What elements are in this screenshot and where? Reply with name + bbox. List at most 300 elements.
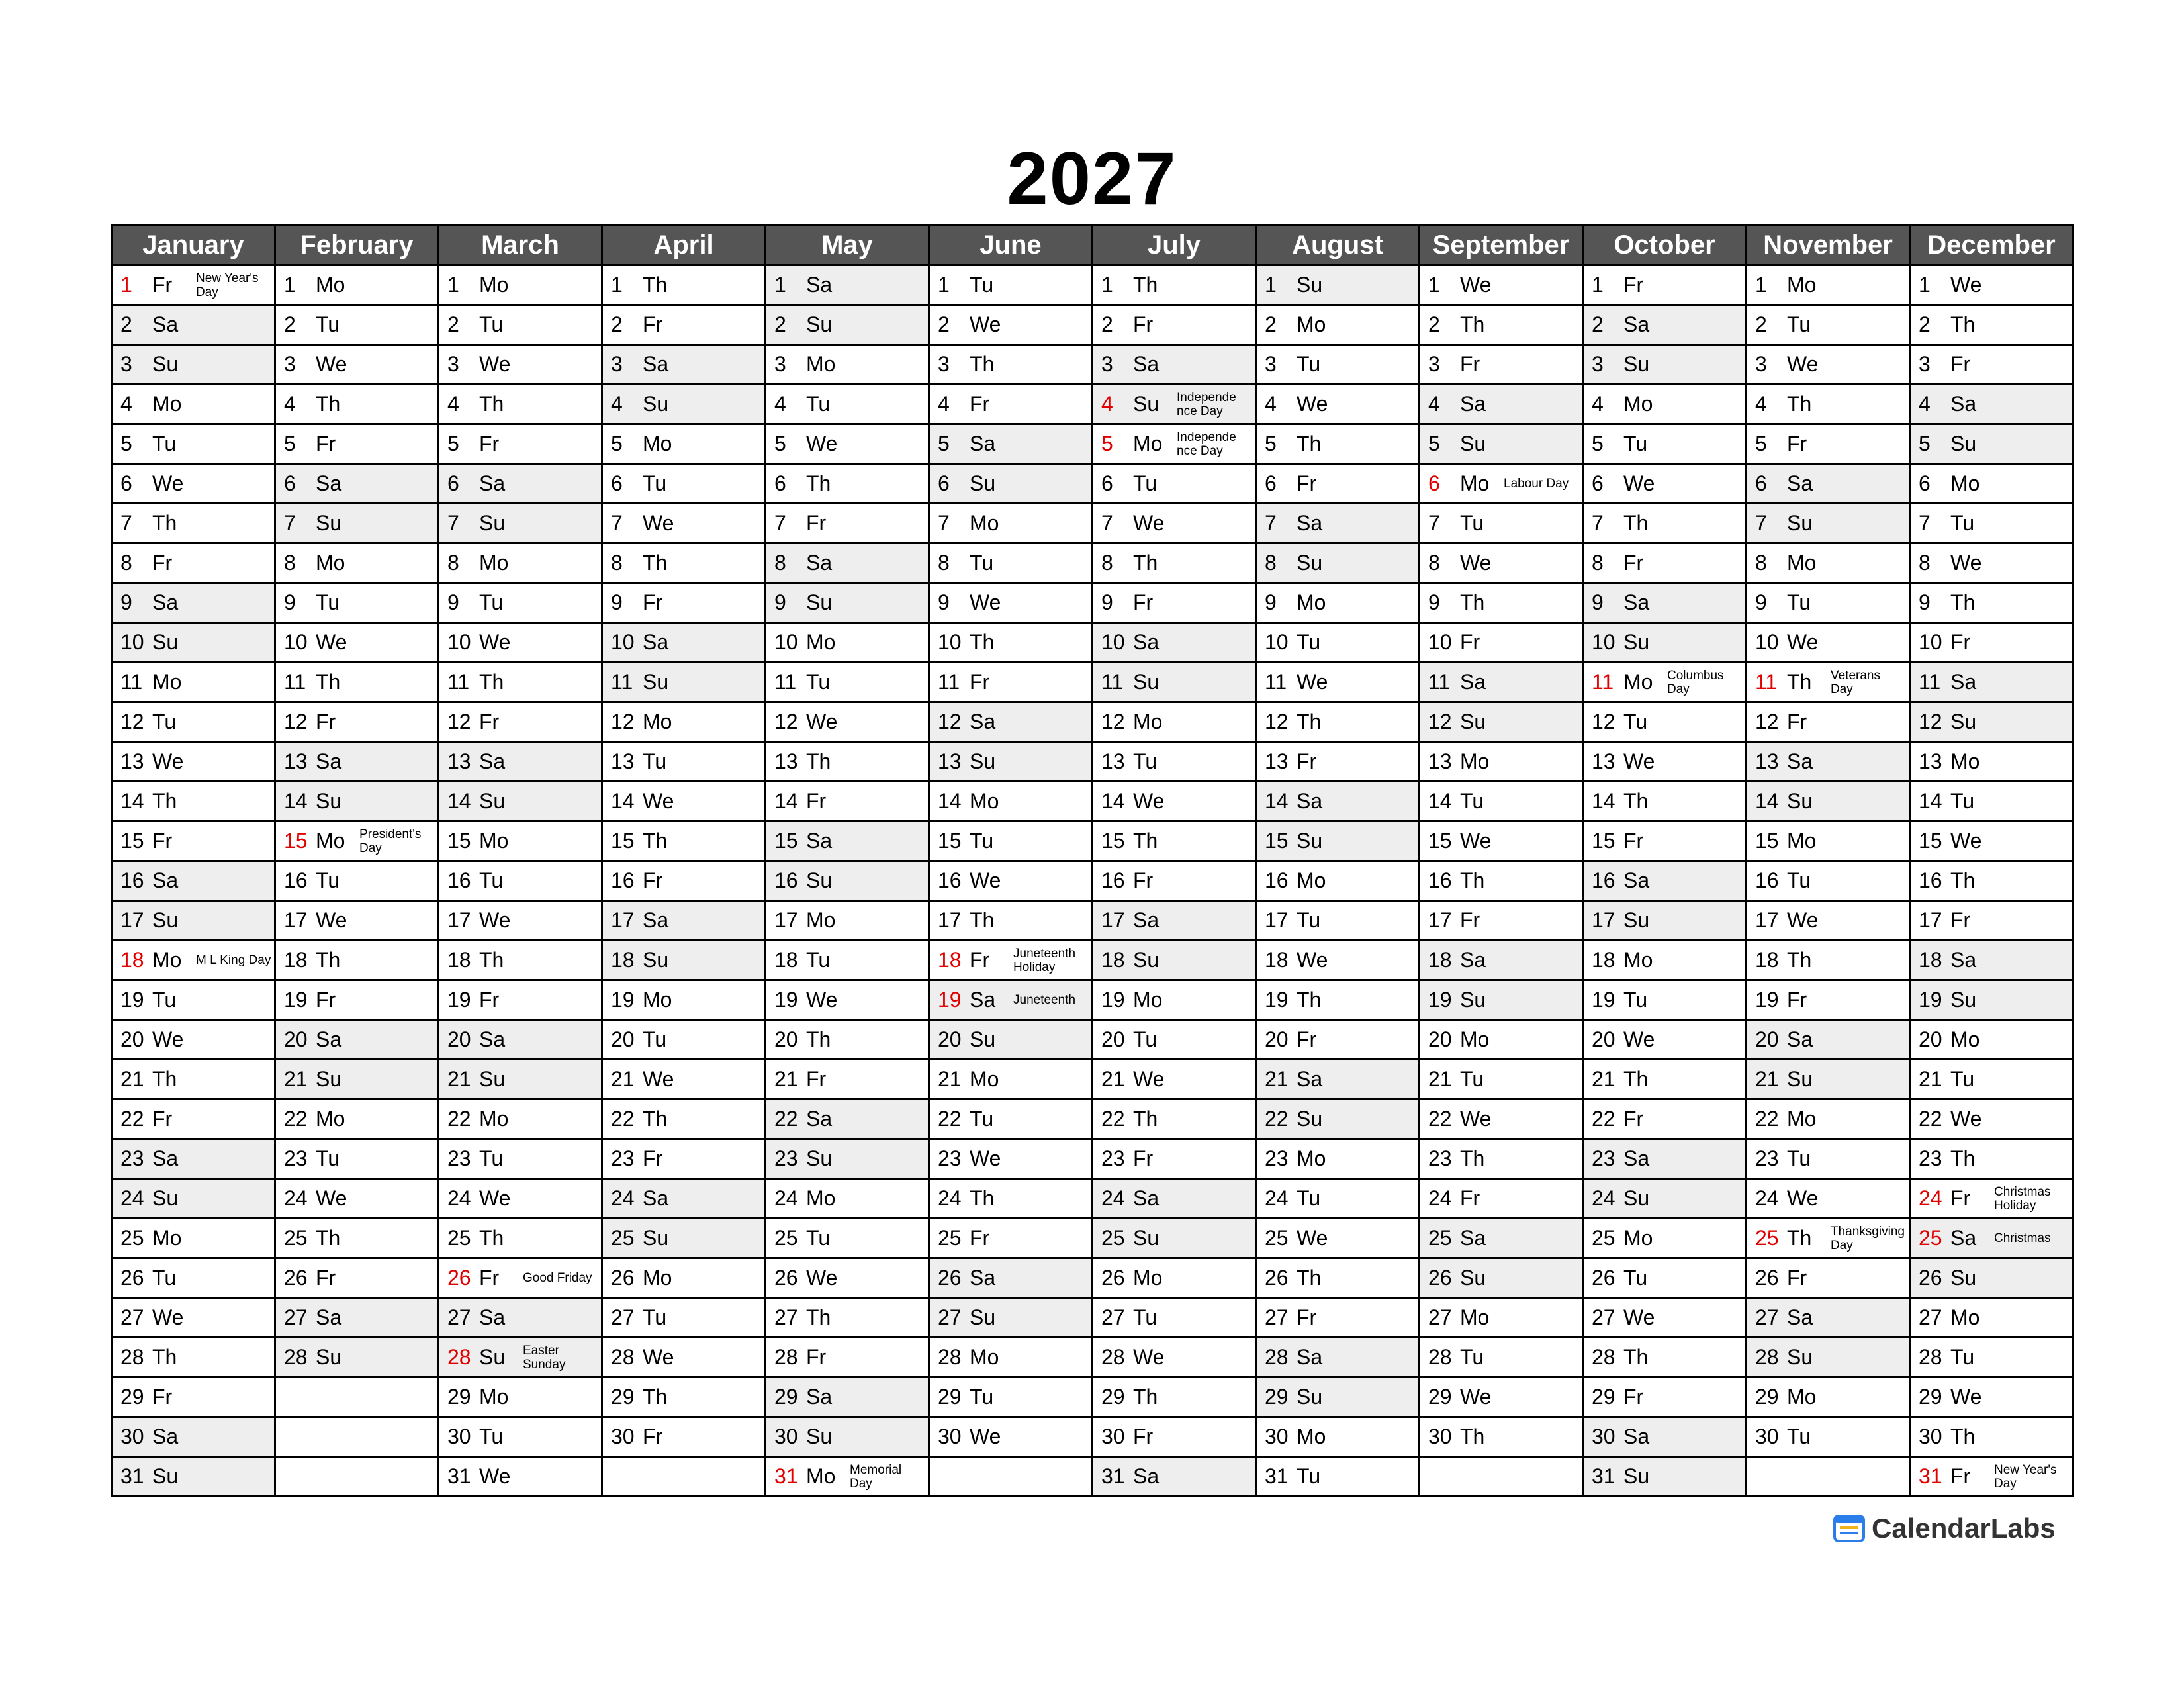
- day-cell: [112, 424, 275, 464]
- day-number: 26: [611, 1266, 635, 1289]
- weekday-abbr: Tu: [152, 988, 177, 1011]
- day-number: 19: [611, 988, 635, 1011]
- day-cell: [1093, 702, 1256, 742]
- day-cell: [1747, 424, 1910, 464]
- weekday-abbr: Sa: [1950, 670, 1977, 694]
- day-row: [112, 504, 2073, 543]
- day-cell: [1747, 1060, 1910, 1100]
- day-cell: [602, 543, 766, 583]
- day-number: 18: [938, 948, 962, 972]
- day-cell: [1420, 345, 1583, 385]
- day-cell: [1420, 504, 1583, 543]
- weekday-abbr: Su: [479, 789, 506, 813]
- weekday-abbr: Tu: [1950, 1067, 1975, 1091]
- weekday-abbr: Mo: [1623, 1226, 1653, 1250]
- weekday-abbr: We: [970, 1425, 1001, 1448]
- day-cell: [112, 1179, 275, 1219]
- day-cell: [1910, 782, 2073, 821]
- day-cell: [1747, 583, 1910, 623]
- weekday-abbr: Th: [479, 1226, 504, 1250]
- weekday-abbr: We: [479, 908, 511, 932]
- weekday-abbr: We: [1787, 908, 1819, 932]
- day-number: 1: [447, 273, 459, 297]
- day-number: 17: [1755, 908, 1779, 932]
- day-number: 7: [938, 511, 950, 535]
- day-number: 15: [120, 829, 144, 853]
- day-number: 3: [1755, 352, 1767, 376]
- weekday-abbr: Th: [806, 749, 831, 773]
- day-number: 11: [120, 670, 143, 694]
- day-cell: [929, 1219, 1093, 1258]
- weekday-abbr: Sa: [643, 352, 669, 376]
- day-number: 19: [1428, 988, 1452, 1011]
- weekday-abbr: Mo: [643, 432, 672, 455]
- weekday-abbr: Tu: [643, 471, 667, 495]
- day-number: 17: [1428, 908, 1452, 932]
- day-cell: [929, 1179, 1093, 1219]
- day-cell: [1256, 1179, 1420, 1219]
- weekday-abbr: Su: [1460, 988, 1486, 1011]
- day-cell: [1420, 742, 1583, 782]
- weekday-abbr: Sa: [1297, 511, 1323, 535]
- day-cell: [1747, 1020, 1910, 1060]
- day-number: 10: [1101, 630, 1125, 654]
- day-number: 5: [1592, 432, 1604, 455]
- day-row: [112, 1258, 2073, 1298]
- weekday-abbr: We: [970, 1147, 1001, 1170]
- day-cell: [1910, 583, 2073, 623]
- day-cell: [1583, 623, 1747, 663]
- weekday-abbr: Sa: [316, 1027, 342, 1051]
- day-row: [112, 1378, 2073, 1417]
- day-number: 10: [774, 630, 798, 654]
- day-number: 23: [938, 1147, 962, 1170]
- weekday-abbr: Mo: [643, 710, 672, 733]
- day-number: 1: [938, 273, 950, 297]
- weekday-abbr: Sa: [643, 908, 669, 932]
- day-row: [112, 861, 2073, 901]
- day-number: 21: [1919, 1067, 1942, 1091]
- day-cell: [275, 1219, 439, 1258]
- day-cell: [1747, 1298, 1910, 1338]
- day-number: 16: [447, 868, 471, 892]
- weekday-abbr: Fr: [1623, 551, 1644, 575]
- day-number: 4: [938, 392, 950, 416]
- weekday-abbr: Tu: [1297, 630, 1321, 654]
- day-number: 6: [938, 471, 950, 495]
- day-cell: [1093, 424, 1256, 464]
- day-number: 15: [611, 829, 635, 853]
- day-number: 27: [1755, 1305, 1779, 1329]
- month-header-september: September: [1420, 226, 1583, 265]
- day-row: [112, 821, 2073, 861]
- day-cell: [1420, 1298, 1583, 1338]
- day-cell: [929, 583, 1093, 623]
- weekday-abbr: Fr: [806, 511, 827, 535]
- day-cell: [1093, 1100, 1256, 1139]
- day-number: 22: [284, 1107, 308, 1131]
- day-cell: [1420, 782, 1583, 821]
- day-cell: [1747, 1219, 1910, 1258]
- weekday-abbr: Fr: [970, 392, 990, 416]
- day-cell: [1910, 702, 2073, 742]
- day-row: [112, 742, 2073, 782]
- day-cell: [1093, 1219, 1256, 1258]
- weekday-abbr: We: [643, 1345, 674, 1369]
- day-cell: [112, 702, 275, 742]
- day-row: [112, 1020, 2073, 1060]
- day-number: 1: [1265, 273, 1277, 297]
- day-number: 23: [774, 1147, 798, 1170]
- weekday-abbr: Tu: [1297, 352, 1321, 376]
- day-cell: [602, 1378, 766, 1417]
- weekday-abbr: We: [970, 590, 1001, 614]
- day-cell: [112, 1457, 275, 1497]
- day-number: 27: [1592, 1305, 1615, 1329]
- weekday-abbr: Th: [152, 789, 177, 813]
- day-number: 11: [938, 670, 960, 694]
- weekday-abbr: Fr: [1623, 273, 1644, 297]
- weekday-abbr: We: [1297, 392, 1328, 416]
- day-number: 18: [774, 948, 798, 972]
- day-cell: [275, 583, 439, 623]
- day-number: 18: [447, 948, 471, 972]
- weekday-abbr: Fr: [1623, 1385, 1644, 1409]
- day-cell: [439, 1060, 602, 1100]
- weekday-abbr: Sa: [1787, 1027, 1813, 1051]
- day-cell: [275, 504, 439, 543]
- day-cell: [1583, 941, 1747, 980]
- weekday-abbr: Su: [643, 670, 669, 694]
- day-cell: [929, 464, 1093, 504]
- day-number: 27: [774, 1305, 798, 1329]
- day-number: 8: [1592, 551, 1604, 575]
- day-number: 22: [1592, 1107, 1615, 1131]
- weekday-abbr: Tu: [1950, 789, 1975, 813]
- weekday-abbr: Fr: [152, 829, 173, 853]
- weekday-abbr: Fr: [806, 1067, 827, 1091]
- weekday-abbr: Su: [1297, 1385, 1323, 1409]
- weekday-abbr: Su: [1787, 511, 1813, 535]
- day-cell: [1910, 464, 2073, 504]
- day-cell: [602, 1139, 766, 1179]
- weekday-abbr: We: [316, 908, 347, 932]
- day-cell: [766, 1378, 929, 1417]
- month-header-row: [112, 226, 2073, 265]
- weekday-abbr: Tu: [479, 868, 504, 892]
- day-number: 12: [611, 710, 635, 733]
- weekday-abbr: Fr: [970, 1226, 990, 1250]
- weekday-abbr: Th: [1297, 988, 1322, 1011]
- day-cell: [1910, 1457, 2073, 1497]
- holiday-label: Labour Day: [1504, 477, 1569, 491]
- day-number: 16: [938, 868, 962, 892]
- weekday-abbr: Mo: [1133, 988, 1163, 1011]
- day-row: [112, 1219, 2073, 1258]
- day-cell: [602, 504, 766, 543]
- weekday-abbr: Fr: [970, 670, 990, 694]
- day-number: 7: [1919, 511, 1931, 535]
- weekday-abbr: We: [152, 471, 184, 495]
- day-number: 11: [284, 670, 306, 694]
- day-cell: [1420, 1258, 1583, 1298]
- day-number: 2: [284, 312, 296, 336]
- day-cell: [1256, 1139, 1420, 1179]
- day-number: 27: [120, 1305, 144, 1329]
- day-number: 6: [1265, 471, 1277, 495]
- day-number: 16: [1428, 868, 1452, 892]
- day-row: [112, 623, 2073, 663]
- day-number: 16: [284, 868, 308, 892]
- day-number: 23: [1428, 1147, 1452, 1170]
- weekday-abbr: Sa: [316, 1305, 342, 1329]
- weekday-abbr: Th: [1787, 670, 1812, 694]
- day-cell: [112, 1020, 275, 1060]
- day-number: 16: [120, 868, 144, 892]
- weekday-abbr: Tu: [970, 1107, 994, 1131]
- weekday-abbr: Th: [479, 670, 504, 694]
- day-number: 6: [1755, 471, 1767, 495]
- weekday-abbr: Th: [316, 670, 341, 694]
- weekday-abbr: Mo: [152, 948, 182, 972]
- weekday-abbr: Sa: [479, 1305, 506, 1329]
- day-number: 10: [1428, 630, 1452, 654]
- weekday-abbr: Sa: [1297, 1067, 1323, 1091]
- weekday-abbr: Su: [643, 392, 669, 416]
- day-number: 4: [1428, 392, 1440, 416]
- day-cell: [1583, 345, 1747, 385]
- day-cell: [1583, 1258, 1747, 1298]
- empty-cell: [1420, 1457, 1583, 1497]
- day-cell: [1583, 543, 1747, 583]
- weekday-abbr: Mo: [152, 670, 182, 694]
- day-cell: [1093, 1258, 1256, 1298]
- day-cell: [1910, 663, 2073, 702]
- day-number: 7: [447, 511, 459, 535]
- day-cell: [1910, 543, 2073, 583]
- day-number: 18: [1101, 948, 1125, 972]
- weekday-abbr: Th: [1623, 511, 1649, 535]
- day-cell: [1420, 583, 1583, 623]
- weekday-abbr: Tu: [479, 312, 504, 336]
- weekday-abbr: Mo: [1297, 312, 1326, 336]
- day-cell: [1583, 424, 1747, 464]
- day-cell: [1747, 305, 1910, 345]
- day-number: 26: [1592, 1266, 1615, 1289]
- day-cell: [1910, 424, 2073, 464]
- day-number: 10: [447, 630, 471, 654]
- calendar-body: [112, 265, 2073, 1497]
- day-cell: [1420, 265, 1583, 305]
- day-number: 21: [611, 1067, 635, 1091]
- weekday-abbr: Su: [1133, 1226, 1160, 1250]
- day-cell: [1747, 623, 1910, 663]
- day-number: 26: [120, 1266, 144, 1289]
- weekday-abbr: Th: [1623, 789, 1649, 813]
- day-number: 26: [1919, 1266, 1942, 1289]
- weekday-abbr: Tu: [970, 829, 994, 853]
- day-number: 4: [1265, 392, 1277, 416]
- day-number: 21: [447, 1067, 471, 1091]
- day-cell: [275, 1298, 439, 1338]
- day-cell: [929, 941, 1093, 980]
- day-cell: [1910, 1258, 2073, 1298]
- weekday-abbr: Mo: [970, 1067, 999, 1091]
- day-number: 1: [1592, 273, 1604, 297]
- day-number: 6: [611, 471, 623, 495]
- weekday-abbr: Th: [1787, 948, 1812, 972]
- day-number: 2: [938, 312, 950, 336]
- day-number: 6: [774, 471, 786, 495]
- day-cell: [1256, 980, 1420, 1020]
- day-cell: [1093, 1060, 1256, 1100]
- weekday-abbr: Tu: [1787, 590, 1811, 614]
- day-row: [112, 1457, 2073, 1497]
- day-cell: [1747, 1417, 1910, 1457]
- day-number: 10: [611, 630, 635, 654]
- day-number: 2: [120, 312, 132, 336]
- weekday-abbr: Tu: [1950, 511, 1975, 535]
- day-number: 6: [1592, 471, 1604, 495]
- day-cell: [1093, 742, 1256, 782]
- day-cell: [112, 1378, 275, 1417]
- weekday-abbr: Tu: [1133, 471, 1158, 495]
- weekday-abbr: Mo: [1623, 670, 1653, 694]
- day-cell: [1093, 265, 1256, 305]
- weekday-abbr: Su: [1787, 1067, 1813, 1091]
- day-cell: [1420, 702, 1583, 742]
- day-number: 30: [1428, 1425, 1452, 1448]
- weekday-abbr: Sa: [152, 1147, 179, 1170]
- weekday-abbr: Su: [1297, 551, 1323, 575]
- day-cell: [1583, 583, 1747, 623]
- weekday-abbr: Mo: [643, 988, 672, 1011]
- day-cell: [112, 821, 275, 861]
- day-number: 24: [1428, 1186, 1452, 1210]
- day-cell: [929, 1338, 1093, 1378]
- day-number: 26: [284, 1266, 308, 1289]
- day-cell: [1747, 1100, 1910, 1139]
- weekday-abbr: Tu: [1460, 789, 1484, 813]
- weekday-abbr: Su: [1950, 710, 1977, 733]
- day-number: 20: [1265, 1027, 1289, 1051]
- day-cell: [602, 782, 766, 821]
- holiday-label: Independe nce Day: [1177, 390, 1236, 418]
- weekday-abbr: Th: [316, 392, 341, 416]
- weekday-abbr: Su: [1460, 432, 1486, 455]
- weekday-abbr: Th: [643, 829, 668, 853]
- weekday-abbr: Fr: [152, 273, 173, 297]
- weekday-abbr: Sa: [316, 471, 342, 495]
- day-number: 28: [1755, 1345, 1779, 1369]
- holiday-label: Memorial Day: [850, 1462, 902, 1491]
- weekday-abbr: Tu: [1787, 868, 1811, 892]
- day-row: [112, 583, 2073, 623]
- day-number: 16: [1592, 868, 1615, 892]
- day-number: 18: [120, 948, 144, 972]
- day-number: 6: [120, 471, 132, 495]
- day-cell: [1256, 702, 1420, 742]
- day-number: 5: [938, 432, 950, 455]
- weekday-abbr: Th: [1787, 392, 1812, 416]
- day-number: 20: [938, 1027, 962, 1051]
- day-number: 20: [774, 1027, 798, 1051]
- weekday-abbr: Su: [479, 1067, 506, 1091]
- day-number: 14: [1101, 789, 1125, 813]
- weekday-abbr: Mo: [1787, 273, 1817, 297]
- day-number: 5: [1428, 432, 1440, 455]
- day-cell: [1420, 1060, 1583, 1100]
- weekday-abbr: Fr: [1133, 868, 1154, 892]
- day-number: 28: [1101, 1345, 1125, 1369]
- day-cell: [1747, 821, 1910, 861]
- day-row: [112, 305, 2073, 345]
- day-number: 11: [1428, 670, 1451, 694]
- day-cell: [439, 464, 602, 504]
- weekday-abbr: Fr: [1460, 352, 1480, 376]
- weekday-abbr: Fr: [1460, 630, 1480, 654]
- day-row: [112, 782, 2073, 821]
- day-number: 21: [1592, 1067, 1615, 1091]
- weekday-abbr: Th: [316, 948, 341, 972]
- weekday-abbr: Tu: [1133, 1305, 1158, 1329]
- day-number: 19: [1592, 988, 1615, 1011]
- day-number: 9: [447, 590, 459, 614]
- weekday-abbr: Mo: [479, 551, 509, 575]
- day-number: 13: [1101, 749, 1125, 773]
- day-cell: [602, 663, 766, 702]
- day-cell: [1747, 1378, 1910, 1417]
- day-cell: [1910, 345, 2073, 385]
- weekday-abbr: Fr: [1297, 749, 1317, 773]
- weekday-abbr: Tu: [806, 948, 831, 972]
- day-number: 21: [1265, 1067, 1289, 1091]
- day-cell: [275, 861, 439, 901]
- day-number: 2: [447, 312, 459, 336]
- weekday-abbr: We: [479, 1464, 511, 1488]
- day-cell: [766, 1457, 929, 1497]
- weekday-abbr: We: [970, 312, 1001, 336]
- day-number: 26: [1755, 1266, 1779, 1289]
- day-number: 10: [1592, 630, 1615, 654]
- day-number: 29: [1592, 1385, 1615, 1409]
- day-cell: [112, 1219, 275, 1258]
- day-number: 15: [1919, 829, 1942, 853]
- weekday-abbr: Mo: [1950, 1305, 1980, 1329]
- day-cell: [1583, 782, 1747, 821]
- weekday-abbr: Fr: [479, 1266, 500, 1289]
- weekday-abbr: Sa: [1460, 1226, 1486, 1250]
- day-number: 11: [1265, 670, 1287, 694]
- day-number: 18: [1592, 948, 1615, 972]
- day-number: 11: [611, 670, 633, 694]
- weekday-abbr: Tu: [1133, 1027, 1158, 1051]
- day-cell: [766, 345, 929, 385]
- weekday-abbr: Tu: [152, 710, 177, 733]
- weekday-abbr: We: [1950, 551, 1982, 575]
- weekday-abbr: We: [1950, 1107, 1982, 1131]
- day-number: 25: [1265, 1226, 1289, 1250]
- weekday-abbr: Th: [152, 1067, 177, 1091]
- empty-cell: [275, 1457, 439, 1497]
- weekday-abbr: We: [806, 1266, 838, 1289]
- weekday-abbr: Th: [1623, 1067, 1649, 1091]
- day-cell: [929, 1298, 1093, 1338]
- day-cell: [1256, 464, 1420, 504]
- day-number: 15: [1265, 829, 1289, 853]
- day-cell: [439, 821, 602, 861]
- weekday-abbr: Sa: [970, 1266, 996, 1289]
